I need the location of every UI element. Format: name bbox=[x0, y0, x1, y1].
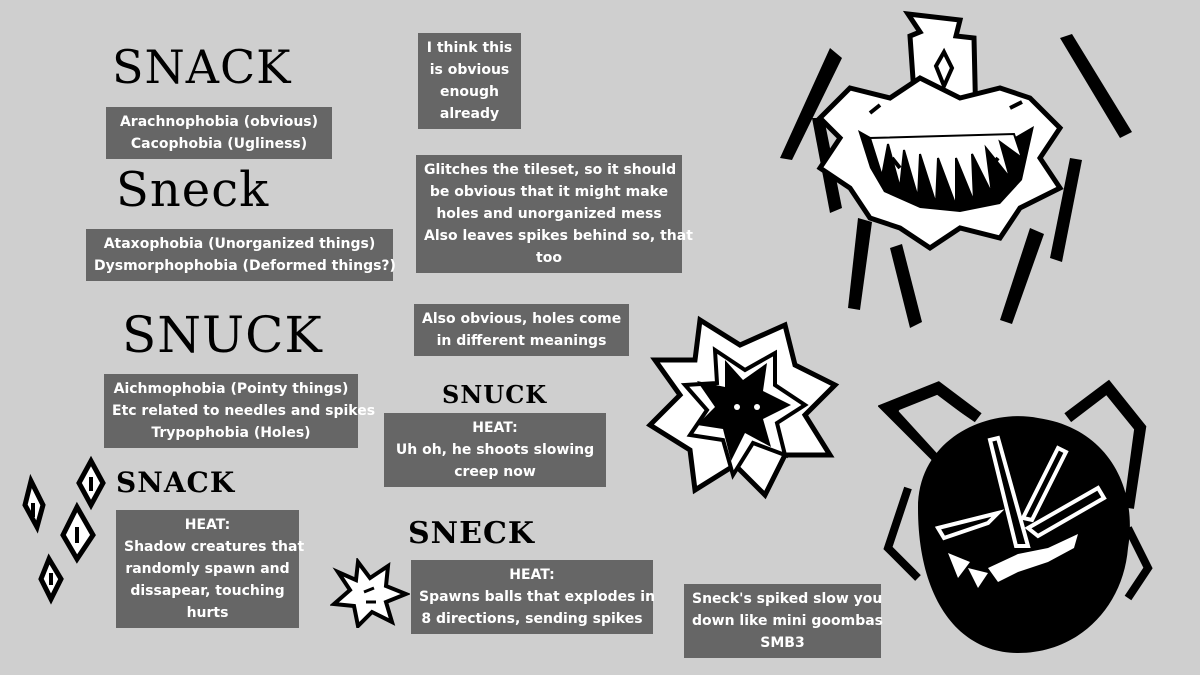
snuck-obvious-box bbox=[414, 304, 629, 356]
box-line: already bbox=[439, 106, 500, 122]
box-line: be obvious that it might make bbox=[429, 184, 669, 200]
spider-monster-drawing bbox=[760, 8, 1140, 328]
box-line: Shadow creatures that bbox=[124, 539, 305, 555]
box-line: is obvious bbox=[429, 62, 510, 78]
box-line: holes and unorganized mess bbox=[436, 206, 662, 222]
snack-phobias-box bbox=[106, 107, 332, 159]
sneck-heat-box bbox=[411, 560, 656, 634]
box-line: Uh oh, he shoots slowing bbox=[395, 442, 595, 458]
box-line: Aichmophobia (Pointy things) bbox=[113, 381, 349, 397]
dark-monster-drawing bbox=[878, 368, 1158, 668]
box-line: in different meanings bbox=[436, 333, 607, 349]
box-line: enough bbox=[439, 84, 500, 100]
box-line: Ataxophobia (Unorganized things) bbox=[103, 236, 376, 252]
box-line: Also obvious, holes come bbox=[422, 311, 622, 327]
box-line: Sneck's spiked slow you bbox=[692, 591, 883, 607]
box-line: down like mini goombas bbox=[692, 613, 883, 629]
snack-heat-box bbox=[116, 510, 305, 628]
snuck-phobias-box bbox=[104, 374, 376, 448]
box-line: Glitches the tileset, so it should bbox=[424, 162, 677, 178]
box-line: Spawns balls that explodes in bbox=[419, 589, 656, 605]
sneck-glitch-box bbox=[416, 155, 693, 273]
box-line: creep now bbox=[454, 464, 536, 480]
snuck-heading: SNUCK bbox=[122, 306, 323, 364]
box-line: Cacophobia (Ugliness) bbox=[130, 136, 308, 152]
box-line: dissapear, touching bbox=[130, 583, 285, 599]
snuck-heat-box bbox=[384, 413, 606, 487]
box-line: Also leaves spikes behind so, that bbox=[424, 228, 693, 244]
box-line: Trypophobia (Holes) bbox=[151, 425, 311, 441]
shadow-creatures-drawing bbox=[15, 455, 115, 605]
box-line: Dysmorphophobia (Deformed things?) bbox=[94, 258, 396, 274]
snack-heading: SNACK bbox=[112, 40, 292, 94]
spiky-star-drawing bbox=[645, 315, 840, 500]
spike-ball-drawing bbox=[330, 558, 410, 628]
box-line: I think this bbox=[426, 40, 513, 56]
snack-small-heading: SNACK bbox=[116, 466, 236, 499]
snuck-small-heading: SNUCK bbox=[442, 380, 548, 409]
box-line: Arachnophobia (obvious) bbox=[119, 114, 319, 130]
box-line: hurts bbox=[186, 605, 229, 621]
box-line: HEAT: bbox=[509, 567, 555, 583]
sneck-heading: Sneck bbox=[116, 162, 270, 218]
box-line: too bbox=[536, 250, 562, 266]
box-line: 8 directions, sending spikes bbox=[421, 611, 643, 627]
snack-obvious-box bbox=[418, 33, 521, 129]
box-line: randomly spawn and bbox=[125, 561, 290, 577]
sneck-small-heading: SNECK bbox=[408, 516, 535, 551]
box-line: SMB3 bbox=[760, 635, 805, 651]
box-line: Etc related to needles and spikes bbox=[112, 403, 376, 419]
sneck-spikes-box bbox=[684, 584, 881, 658]
sneck-phobias-box bbox=[86, 229, 396, 281]
box-line: HEAT: bbox=[184, 517, 231, 533]
box-line: HEAT: bbox=[472, 420, 518, 436]
